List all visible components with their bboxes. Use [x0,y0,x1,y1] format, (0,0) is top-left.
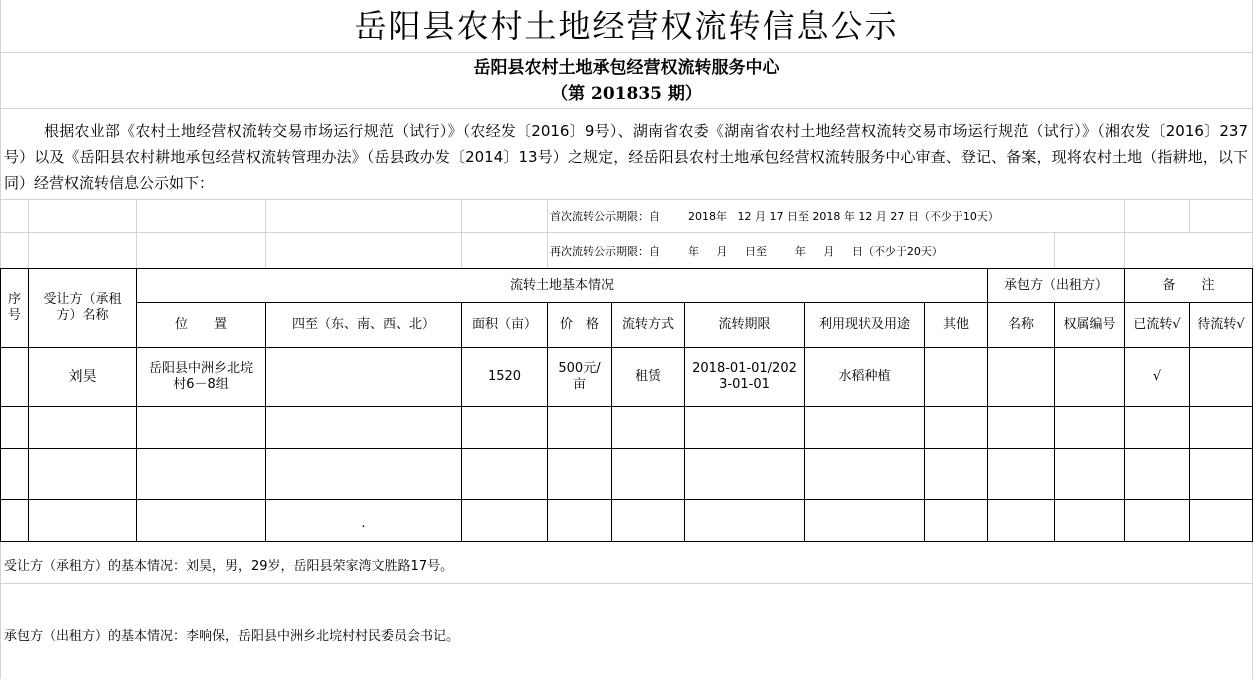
cell-contractor-name [988,348,1054,406]
gridline [547,199,548,268]
gridline [136,199,137,268]
cell-cert-number [1055,449,1124,499]
cell-price [548,407,611,448]
header-location: 位 置 [174,317,227,332]
cell-boundaries [266,348,461,406]
cell-method: 租赁 [634,369,661,384]
header-remarks: 备 注 [1162,277,1215,293]
cell-transferee [29,449,136,499]
cell-location [137,500,265,541]
gridline [0,583,1253,584]
cell-transferee [29,500,136,541]
header-transferee: 受让方（承租方）名称 [43,292,122,323]
gridline [265,199,266,268]
cell-cert-number [1055,407,1124,448]
cell-period [685,500,804,541]
table-border [1252,268,1253,542]
check-icon: √ [1152,369,1162,384]
intro-paragraph: 根据农业部《农村土地经营权流转交易市场运行规范（试行）》（农经发〔2016〕9号）、湖南省农委《湖南省农村土地经营权流转交易市场运行规范（试行）》（湘农发〔2016〕237号）以及《岳阳县农村耕地承包经营权流转管理办法》（岳县政办发〔2014〕13号）之规定，经岳阳县农村土地承包经营权流转服务中心审查、登记、备案，现将农村土地（指耕地，以下同）经营权流转信息公示如下： [4,122,1248,192]
cell-location: 岳阳县中洲乡北垸村6－8组 [148,361,253,392]
cell-usage: 水稻种植 [838,369,891,384]
cell-boundaries: . [361,515,366,531]
cell-period: 2018-01-01/2023-01-01 [692,361,797,392]
cell-cert-number [1055,500,1124,541]
cell-location [137,449,265,499]
header-cert-number: 权属编号 [1063,317,1116,332]
gridline [0,52,1253,53]
header-transferred: 已流转√ [1133,317,1181,332]
cell-contractor-name [988,449,1054,499]
cell-cert-number [1055,348,1124,406]
cell-method [612,500,684,541]
cell-other [925,348,987,406]
cell-usage [805,407,924,448]
transferee-info: 受让方（承租方）的基本情况：刘昊，男，29岁，岳阳县荣家湾文胜路17号。 [4,559,454,574]
cell-transferred [1125,500,1189,541]
second-notice-period: 再次流转公示期限：自 年 月 日至 年 月 日（不少于20天） [550,244,943,258]
cell-seq [1,348,28,406]
cell-pending [1190,407,1252,448]
cell-usage [805,449,924,499]
cell-contractor-name [988,500,1054,541]
header-period: 流转期限 [718,317,771,332]
cell-usage [805,500,924,541]
header-method: 流转方式 [621,317,674,332]
cell-seq [1,407,28,448]
cell-seq [1,449,28,499]
cell-area [462,500,547,541]
header-contractor: 承包方（出租方） [1003,277,1108,293]
gridline [1124,232,1125,268]
table-border [0,541,1253,542]
cell-pending [1190,449,1252,499]
cell-location [137,407,265,448]
cell-pending [1190,500,1252,541]
header-boundaries: 四至（东、南、西、北） [291,317,435,332]
cell-transferee: 刘昊 [68,369,97,385]
cell-price [548,500,611,541]
cell-method [612,449,684,499]
cell-area [462,449,547,499]
gridline [1124,199,1125,232]
cell-pending [1190,348,1252,406]
cell-method [612,407,684,448]
header-area: 面积（亩） [471,317,537,332]
header-contractor-name: 名称 [1007,317,1034,332]
header-other: 其他 [942,317,969,332]
gridline [461,199,462,268]
cell-other [925,407,987,448]
gridline [1054,232,1055,268]
gridline [1189,199,1190,232]
cell-area: 1520 [487,369,522,384]
cell-period [685,407,804,448]
cell-transferred [1125,407,1189,448]
page-title: 岳阳县农村土地经营权流转信息公示 [354,7,899,45]
cell-other [925,449,987,499]
header-usage: 利用现状及用途 [818,317,910,332]
cell-transferee [29,407,136,448]
center-name: 岳阳县农村土地承包经营权流转服务中心 [473,58,780,78]
header-land-info: 流转土地基本情况 [509,277,614,293]
cell-boundaries [266,449,461,499]
cell-seq [1,500,28,541]
contractor-info: 承包方（出租方）的基本情况：李响保，岳阳县中洲乡北垸村村民委员会书记。 [4,629,460,644]
cell-contractor-name [988,407,1054,448]
cell-period [685,449,804,499]
cell-price [548,449,611,499]
cell-transferred [1125,449,1189,499]
cell-price: 500元/亩 [558,361,601,392]
cell-area [462,407,547,448]
first-notice-period: 首次流转公示期限：自 2018年 12 月 17 日至 2018 年 12 月 27 日（不少于10天） [550,210,999,223]
gridline [28,199,29,268]
gridline [0,108,1253,109]
header-pending: 待流转√ [1197,317,1245,332]
header-seq: 序号 [7,292,21,323]
issue-number: （第 201835 期） [551,84,702,104]
cell-other [925,500,987,541]
cell-boundaries [266,407,461,448]
header-price: 价 格 [559,317,599,332]
